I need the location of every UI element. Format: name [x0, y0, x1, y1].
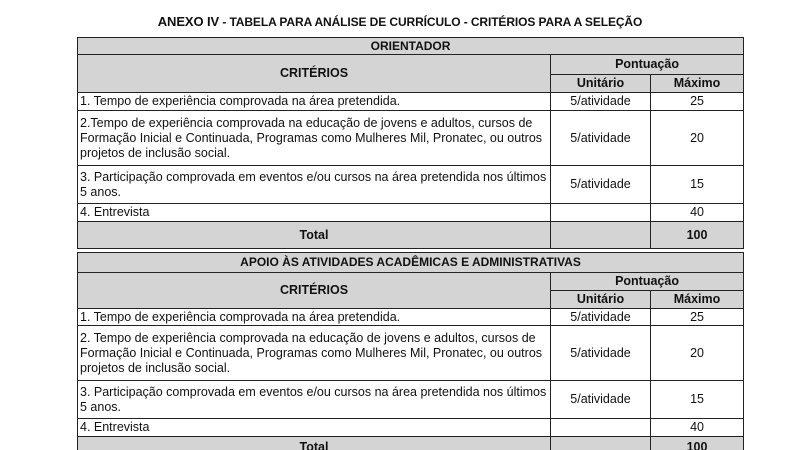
header-maximo: Máximo — [651, 291, 744, 309]
section-title: APOIO ÀS ATIVIDADES ACADÊMICAS E ADMINISTRATIVAS — [78, 253, 744, 273]
total-blank-cell — [551, 437, 651, 450]
criterio-text: 2. Tempo de experiência comprovada na educação de jovens e adultos, cursos de Formação Inicial e Continuada, Programas como Mulheres Mil, Pronatec, ou outros projetos de inclusão social. — [78, 326, 551, 381]
criterio-text: 4. Entrevista — [78, 204, 551, 222]
table-row — [78, 309, 744, 326]
unitario-value — [551, 204, 651, 222]
total-value: 100 — [651, 222, 744, 249]
maximo-value: 25 — [651, 309, 744, 326]
total-label: Total — [78, 437, 551, 450]
header-maximo: Máximo — [651, 75, 744, 93]
unitario-value: 5/atividade — [551, 93, 651, 111]
table-row — [78, 204, 744, 222]
unitario-value: 5/atividade — [551, 166, 651, 204]
unitario-value — [551, 419, 651, 437]
criterio-text: 3. Participação comprovada em eventos e/ou cursos na área pretendida nos últimos 5 anos. — [78, 381, 551, 419]
unitario-value: 5/atividade — [551, 111, 651, 166]
table-row — [78, 326, 744, 381]
header-criterios: CRITÉRIOS — [78, 273, 551, 309]
header-unitario: Unitário — [551, 291, 651, 309]
total-blank-cell — [551, 222, 651, 249]
criterio-text: 4. Entrevista — [78, 419, 551, 437]
maximo-value: 15 — [651, 166, 744, 204]
total-row — [78, 222, 744, 249]
maximo-value: 20 — [651, 111, 744, 166]
header-pontuacao: Pontuação — [551, 55, 744, 75]
maximo-value: 15 — [651, 381, 744, 419]
criterio-text: 2.Tempo de experiência comprovada na educação de jovens e adultos, cursos de Formação Inicial e Continuada, Programas como Mulheres Mil, Pronatec, ou outros projetos de inclusão social. — [78, 111, 551, 166]
maximo-value: 40 — [651, 419, 744, 437]
unitario-value: 5/atividade — [551, 326, 651, 381]
total-value: 100 — [651, 437, 744, 450]
table-row — [78, 93, 744, 111]
header-criterios: CRITÉRIOS — [78, 55, 551, 93]
maximo-value: 25 — [651, 93, 744, 111]
criterio-text: 1. Tempo de experiência comprovada na área pretendida. — [78, 309, 551, 326]
table-row — [78, 166, 744, 204]
total-label: Total — [78, 222, 551, 249]
title-rest: - TABELA PARA ANÁLISE DE CURRÍCULO - CRITÉRIOS PARA A SELEÇÃO — [219, 15, 643, 29]
header-pontuacao: Pontuação — [551, 273, 744, 291]
unitario-value: 5/atividade — [551, 381, 651, 419]
table-apoio — [77, 252, 744, 450]
title-lead: ANEXO IV — [157, 14, 220, 29]
maximo-value: 20 — [651, 326, 744, 381]
header-unitario: Unitário — [551, 75, 651, 93]
criterio-text: 1. Tempo de experiência comprovada na área pretendida. — [78, 93, 551, 111]
section-title: ORIENTADOR — [78, 38, 744, 55]
criterio-text: 3. Participação comprovada em eventos e/ou cursos na área pretendida nos últimos 5 anos. — [78, 166, 551, 204]
document-title — [0, 14, 800, 29]
table-row — [78, 111, 744, 166]
maximo-value: 40 — [651, 204, 744, 222]
table-row — [78, 381, 744, 419]
unitario-value: 5/atividade — [551, 309, 651, 326]
table-orientador — [77, 37, 744, 249]
total-row — [78, 437, 744, 450]
table-row — [78, 419, 744, 437]
